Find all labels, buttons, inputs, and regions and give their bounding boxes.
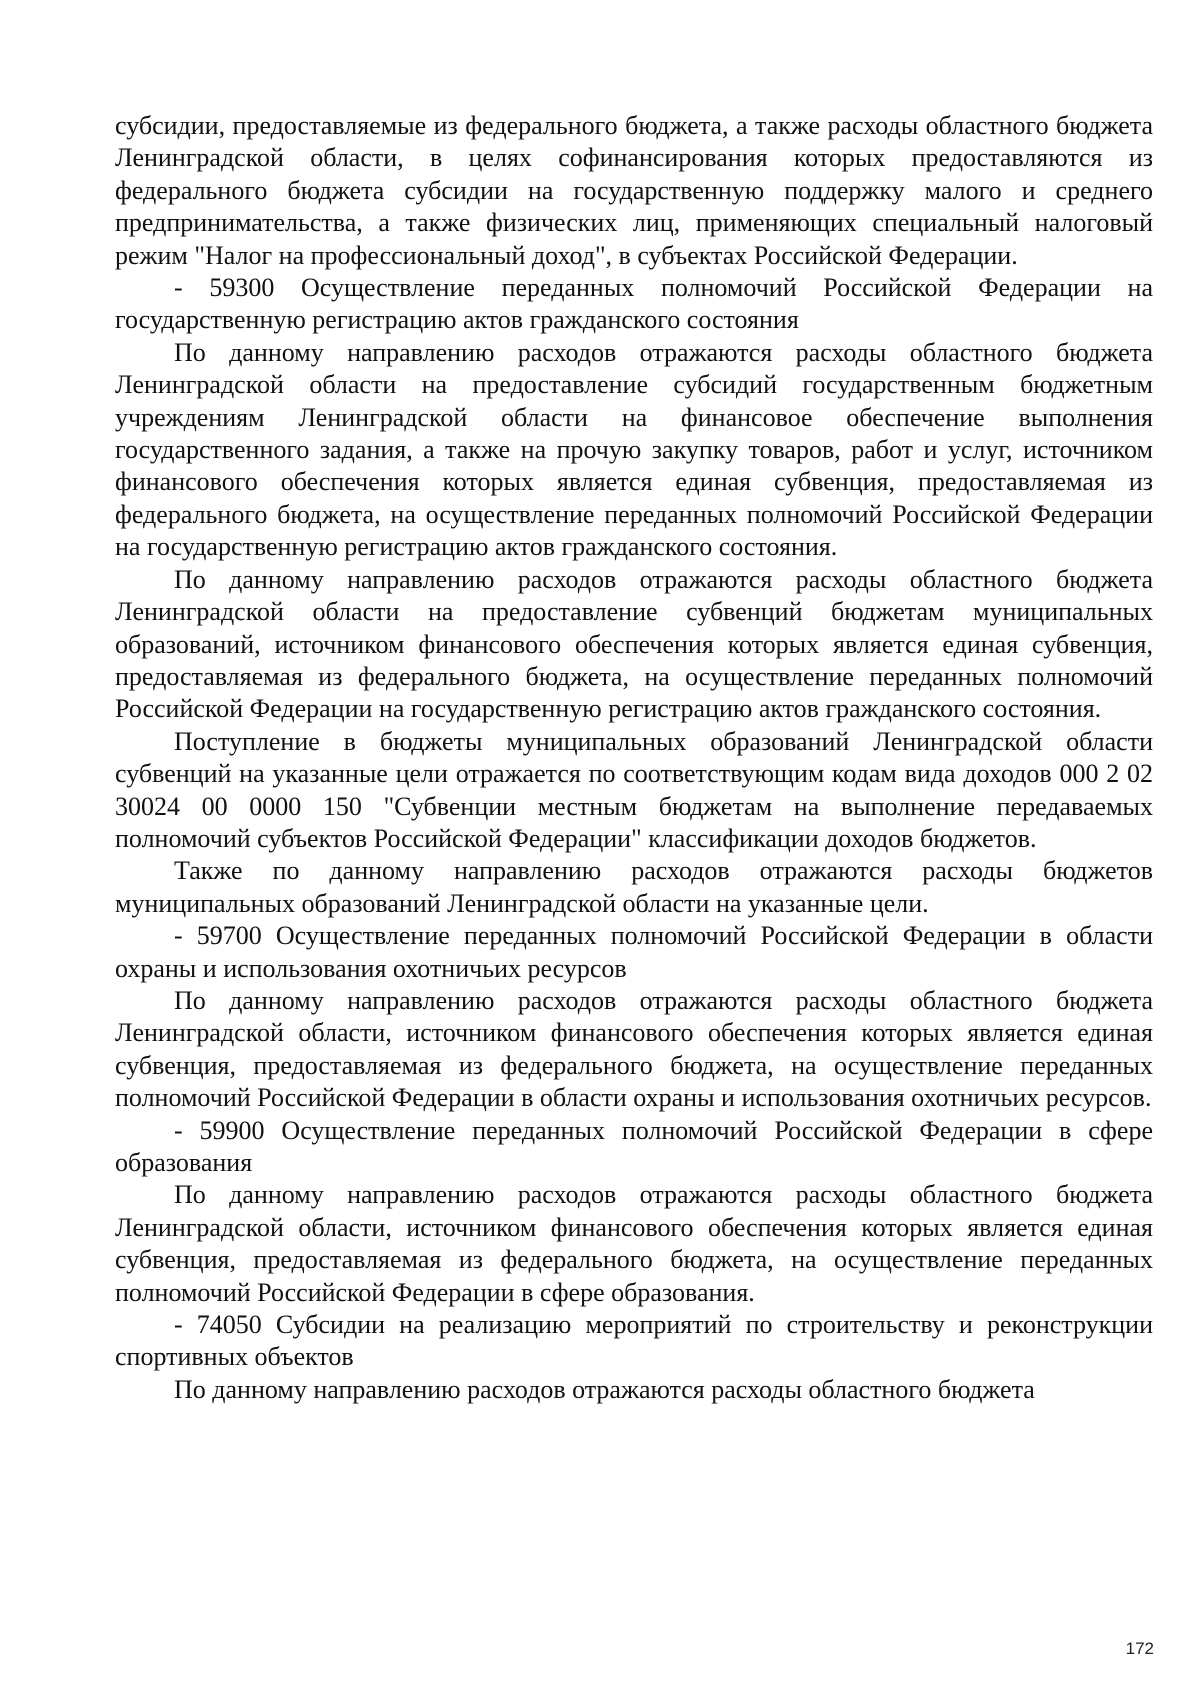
paragraph-59900: По данному направлению расходов отражаются расходы областного бюджета Ленинградской области, источником финансового обеспечения которых является единая субвенция, предоставляемая из федерального бюджета, на осуществление переданных полномочий Российской Федерации в сфере образования. (115, 1180, 1153, 1307)
paragraph-59300-municipal-subventions: По данному направлению расходов отражаются расходы областного бюджета Ленинградской области на предоставление субвенций бюджетам муниципальных образований, источником финансового обеспечения которых является единая субвенция, предоставляемая из федерального бюджета, на осуществление переданных полномочий Российской Федерации на государственную регистрацию актов гражданского состояния. (115, 564, 1153, 724)
paragraph-59300-municipal-expenses: Также по данному направлению расходов отражаются расходы бюджетов муниципальных образований Ленинградской области на указанные цели. (115, 856, 1153, 918)
paragraph-74050: По данному направлению расходов отражаются расходы областного бюджета (174, 1374, 1035, 1404)
paragraph-subsidies-continuation: субсидии, предоставляемые из федерального бюджета, а также расходы областного бюджета Ленинградской области, в целях софинансирования которых предоставляются из федерального бюджета субсидии на государственную поддержку малого и среднего предпринимательства, а также физических лиц, применяющих специальный налоговый режим "Налог на профессиональный доход", в субъектах Российской Федерации. (115, 111, 1153, 270)
heading-59300: - 59300 Осуществление переданных полномочий Российской Федерации на государственную регистрацию актов гражданского состояния (115, 273, 1153, 335)
heading-74050: - 74050 Субсидии на реализацию мероприятий по строительству и реконструкции спортивных объектов (115, 1310, 1153, 1372)
paragraph-59300-revenue-codes: Поступление в бюджеты муниципальных образований Ленинградской области субвенций на указанные цели отражается по соответствующим кодам вида доходов 000 2 02 30024 00 0000 150 "Субвенции местным бюджетам на выполнение передаваемых полномочий субъектов Российской Федерации" классификации доходов бюджетов. (115, 726, 1153, 853)
paragraph-59300-budget-institutions: По данному направлению расходов отражаются расходы областного бюджета Ленинградской области на предоставление субсидий государственным бюджетным учреждениям Ленинградской области на финансовое обеспечение выполнения государственного задания, а также на прочую закупку товаров, работ и услуг, источником финансового обеспечения которых является единая субвенция, предоставляемая из федерального бюджета, на осуществление переданных полномочий Российской Федерации на государственную регистрацию актов гражданского состояния. (115, 337, 1153, 562)
heading-59900: - 59900 Осуществление переданных полномочий Российской Федерации в сфере образования (115, 1115, 1153, 1177)
paragraph-59700: По данному направлению расходов отражаются расходы областного бюджета Ленинградской области, источником финансового обеспечения которых является единая субвенция, предоставляемая из федерального бюджета, на осуществление переданных полномочий Российской Федерации в области охраны и использования охотничьих ресурсов. (115, 985, 1153, 1113)
document-body (115, 110, 1153, 1406)
page-number: 172 (1125, 1639, 1154, 1658)
heading-59700: - 59700 Осуществление переданных полномочий Российской Федерации в области охраны и использования охотничьих ресурсов (115, 921, 1153, 983)
